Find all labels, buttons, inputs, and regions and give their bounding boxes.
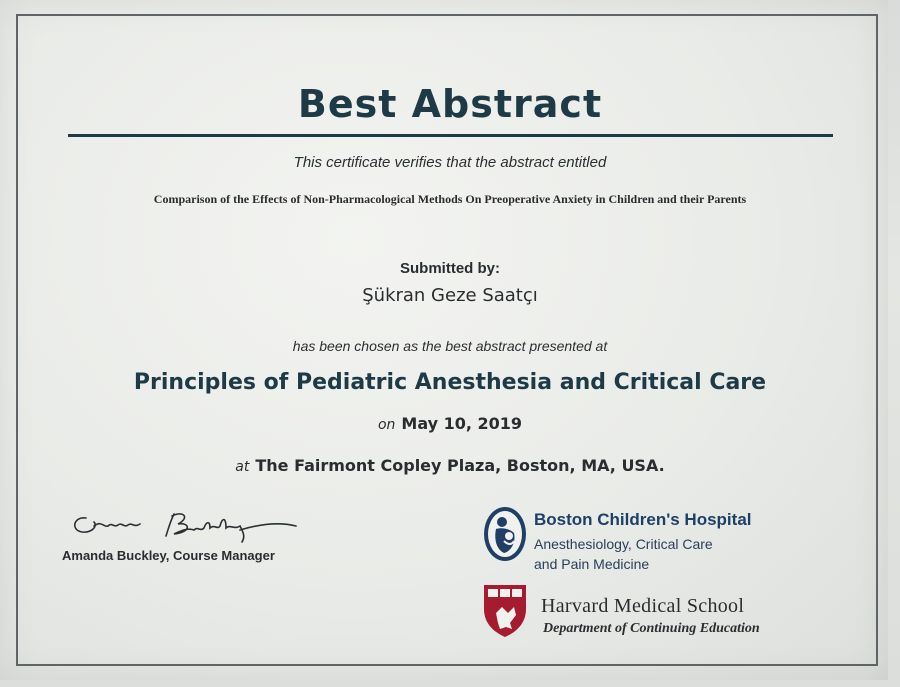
- handwritten-signature: [64, 500, 304, 548]
- conference-name: Principles of Pediatric Anesthesia and Critical Care: [133, 370, 767, 395]
- veritas-shield-icon: [482, 583, 528, 639]
- chosen-text: has been chosen as the best abstract presented at: [292, 338, 608, 354]
- abstract-title: Comparison of the Effects of Non-Pharmacological Methods On Preoperative Anxiety in Children and their Parents: [153, 192, 747, 206]
- date-line: [0, 414, 900, 433]
- bch-department: [534, 534, 794, 574]
- bch-name: Boston Children's Hospital: [534, 510, 752, 529]
- event-date: May 10, 2019: [401, 414, 523, 433]
- bch-department-line-1: Anesthesiology, Critical Care: [534, 536, 713, 552]
- mother-and-child-emblem-icon: [482, 505, 528, 563]
- hms-department: Department of Continuing Education: [543, 621, 760, 636]
- venue-line: [0, 456, 900, 475]
- certificate-title: Best Abstract: [297, 82, 603, 126]
- bch-department-line-2: and Pain Medicine: [534, 556, 650, 572]
- venue-prefix: at: [235, 459, 250, 475]
- author-name: Şükran Geze Saatçı: [362, 285, 538, 306]
- signatory-name-title: Amanda Buckley, Course Manager: [62, 548, 275, 563]
- intro-text: This certificate verifies that the abstract entitled: [293, 154, 607, 171]
- title-underline: [68, 134, 833, 137]
- submitted-by-label: Submitted by:: [400, 260, 500, 277]
- date-prefix: on: [377, 417, 396, 433]
- event-venue: The Fairmont Copley Plaza, Boston, MA, USA.: [255, 456, 665, 475]
- hms-name: Harvard Medical School: [541, 595, 745, 617]
